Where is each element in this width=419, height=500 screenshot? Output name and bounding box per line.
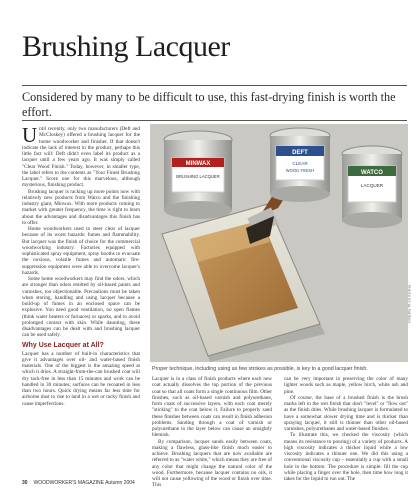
intro-text: ntil recently, only two manufacturers (Deft and McCloskey) offered a brushing lacquer for the home woodworker and finisher. If that doesn't indicate the lack of interest in the product, perhaps this little fact will: Deft didn't even label its product as a lacquer until a few years ago. It was simply called "Clear Wood Finish." Today, however, in smaller type, the label refers to the contents as "Your Finest Brushing Lacquer." Score one for this marvelous, although mysterious, finishing product. bbox=[22, 126, 140, 189]
can-brand-label: WATCO bbox=[361, 170, 383, 176]
watco-can bbox=[342, 146, 402, 228]
section-heading: Why Use Lacquer at All? bbox=[22, 341, 104, 349]
page-number: 30 bbox=[22, 480, 28, 486]
drop-cap: U bbox=[22, 123, 38, 147]
can-product-label: LACQUER bbox=[360, 183, 384, 188]
photo-credit: PHOTO BY AL PAREKH bbox=[407, 285, 411, 323]
page-footer bbox=[22, 480, 135, 486]
publication-line: WOODWORKER'S MAGAZINE Autumn 2004 bbox=[33, 480, 135, 486]
paragraph: Home woodworkers used to steer clear of lacquer because of its worst hazards: fumes and flammability. But lacquer was the finish of choice for the commercial woodworking industry. Factories equipped with sophisticated spray equipment, spray booths to evacuate the noxious, volatile fumes and automatic fire-suppression equipment were able to overcome lacquer's hazards. bbox=[22, 226, 140, 276]
can-brand-label: MINWAX bbox=[185, 161, 211, 167]
lacquer-brushing-illustration bbox=[150, 124, 408, 362]
paragraph: Brushing lacquer is racking up more points now with relatively new products from Watco and the finishing industry giant, Minwax. With more products coming to market with greater frequency, the time is right to learn about the advantages and disadvantages this finish has to offer. bbox=[22, 188, 140, 226]
intro-paragraph bbox=[22, 123, 140, 189]
paragraph: Lacquer is in a class of finish products where each new coat actually dissolves the top portion of the previous coat so that all coats form a single continuous film. Other finishes, such as oil-based varnish and polyurethane, form coats of successive layers, with each coat merely "sticking" to the coat below it. Failure to properly sand these finishes between coats can result in finish adhesion problems. Sanding through a coat of varnish or polyurethane to the layer below can cause an unsightly blemish. bbox=[152, 376, 272, 439]
paragraph: Some home woodworkers may find the odors, which are stronger than odors emitted by oil-based paints and varnishes, too objectionable. Precautions must be taken when storing, handling and using lacquer because a build-up of fumes in an enclosed space can be explosive. You need good ventilation, no open flames (think water heaters or furnaces) or sparks, and to avoid prolonged contact with skin. While daunting, these disadvantages can be dealt with and brushing lacquer can be used safely. bbox=[22, 276, 140, 339]
can-product-label: WOOD FINISH bbox=[285, 168, 315, 173]
deck-rule bbox=[22, 120, 407, 121]
article-deck: Considered by many to be difficult to use, this fast-drying finish is worth the effort. bbox=[22, 90, 396, 119]
article-photo bbox=[150, 124, 408, 362]
can-product-label: BRUSHING LACQUER bbox=[176, 174, 220, 179]
can-brand-label: DEFT bbox=[292, 150, 308, 156]
column-3 bbox=[284, 376, 408, 482]
can-product-label: CLEAR bbox=[292, 161, 308, 166]
paragraph: can be very important in preserving the color of many lighter woods such as maple, yellow birch, white ash and pine. bbox=[284, 376, 408, 395]
paragraph: By comparison, lacquer sands easily between coats, making a flawless, glass-like finish much easier to achieve. Brushing lacquers that are now available are referred to as "water white," which means they are free of any color that might change the natural color of the wood. Furthermore, because lacquer contains no oils, it will not cause yellowing of the wood or finish over time. This bbox=[152, 438, 272, 489]
top-rule bbox=[22, 85, 407, 86]
paragraph: Lacquer has a number of built-in characteristics that give it advantages over oil- and water-based finish materials. One of the biggest is the amazing speed at which it dries. A straight-from-the-can brushed coat will dry tack-free in less than 15 minutes and work can be handled in 30 minutes; surfaces can be recoated in less than two hours. Quick drying means far less time for airborne dust to rise to land in a wet or tacky finish and cause imperfections. bbox=[22, 350, 140, 407]
deft-can bbox=[270, 128, 330, 202]
photo-caption: Proper technique, including using as few strokes as possible, is key to a good lacquer finish. bbox=[152, 366, 368, 372]
column-1 bbox=[22, 123, 140, 407]
minwax-can bbox=[164, 131, 232, 219]
column-2 bbox=[152, 376, 272, 489]
paragraph: To illustrate this, we checked the viscosity (which means its resistance to pouring) of a variety of products. A high viscosity indicates a thicker liquid while a low viscosity indicates a thinner one. We did this using a conventional viscosity cup – essentially a cup with a small hole in the bottom. The procedure is simple: fill the cup while placing a finger over the hole, then time how long it takes for the liquid to run out. The bbox=[284, 432, 408, 482]
paragraph: Of course, the base of a brushed finish is the brush marks left in the wet finish that don't "level" or "flow out" as the finish dries. While brushing lacquer is formulated to have a somewhat slower drying time and is thicker than spraying lacquer, it still is thinner than other oil-based varnishes, polyurethanes and water-based finishes. bbox=[284, 394, 408, 432]
article-title: Brushing Lacquer bbox=[22, 30, 230, 63]
